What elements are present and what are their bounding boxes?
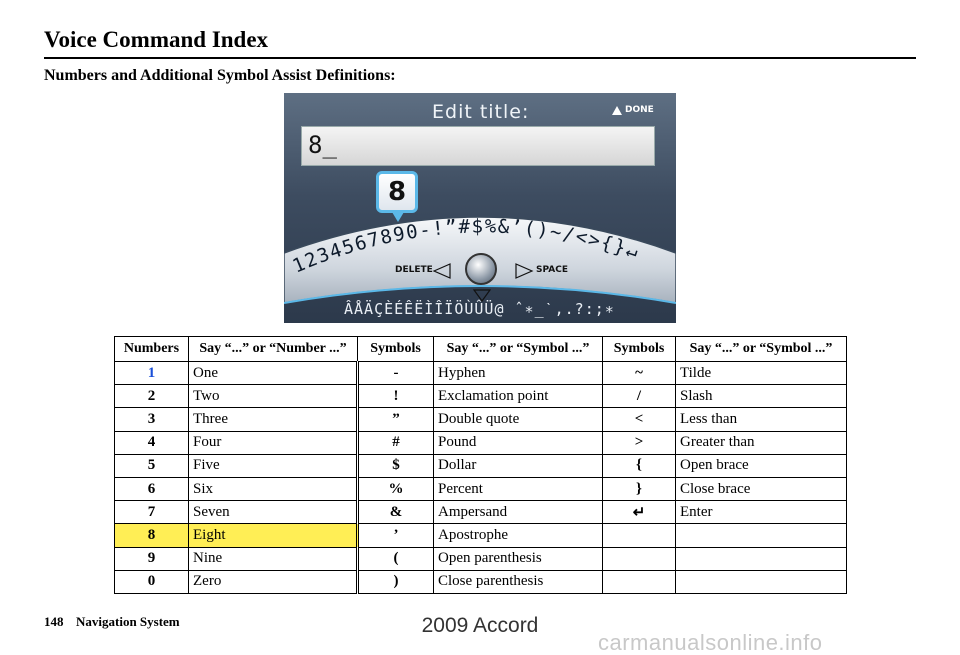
header-symbols-2: Symbols <box>603 337 676 362</box>
number-cell: 6 <box>115 477 189 500</box>
symbol-cell: ” <box>358 408 434 431</box>
table-row <box>115 524 847 547</box>
symbol-cell-2: ↵ <box>603 501 676 524</box>
symbol-spoken-cell-2: Greater than <box>676 431 847 454</box>
number-spoken-cell: Eight <box>189 524 358 547</box>
header-say-symbol-2: Say “...” or “Symbol ...” <box>676 337 847 362</box>
number-cell: 7 <box>115 501 189 524</box>
number-cell: 4 <box>115 431 189 454</box>
header-say-symbol: Say “...” or “Symbol ...” <box>434 337 603 362</box>
number-spoken-cell: Three <box>189 408 358 431</box>
page-title: Voice Command Index <box>44 27 269 52</box>
symbol-cell: & <box>358 501 434 524</box>
symbol-cell-2 <box>603 547 676 570</box>
symbol-spoken-cell: Open parenthesis <box>434 547 603 570</box>
title-divider <box>44 57 916 59</box>
number-cell: 2 <box>115 385 189 408</box>
symbol-spoken-cell-2 <box>676 570 847 593</box>
number-cell: 3 <box>115 408 189 431</box>
number-spoken-cell: Four <box>189 431 358 454</box>
delete-label[interactable]: DELETE <box>395 265 433 275</box>
symbol-cell: - <box>358 362 434 385</box>
symbol-spoken-cell-2: Enter <box>676 501 847 524</box>
dial-characters[interactable]: 1234567890-!”#$%&’()~/<>{}↵ <box>289 215 643 278</box>
symbol-cell: ) <box>358 570 434 593</box>
symbol-cell-2: > <box>603 431 676 454</box>
number-cell: 0 <box>115 570 189 593</box>
symbol-spoken-cell-2: Tilde <box>676 362 847 385</box>
table-row <box>115 362 847 385</box>
number-spoken-cell: One <box>189 362 358 385</box>
symbol-cell-2: ~ <box>603 362 676 385</box>
symbol-spoken-cell: Close parenthesis <box>434 570 603 593</box>
accent-character-row[interactable]: ÂÅÄÇÈÉÊËÌÎÏÖÙÛÜ@ ˆ∗_ˋ,.?:;∗ <box>344 300 615 318</box>
symbol-cell: ( <box>358 547 434 570</box>
symbol-definitions-table <box>114 336 847 594</box>
edit-title-screen <box>284 93 676 323</box>
table-row <box>115 570 847 593</box>
symbol-cell-2: } <box>603 477 676 500</box>
table-row <box>115 454 847 477</box>
tooltip-pointer <box>392 212 404 222</box>
number-spoken-cell: Two <box>189 385 358 408</box>
number-spoken-cell: Nine <box>189 547 358 570</box>
symbol-spoken-cell: Exclamation point <box>434 385 603 408</box>
section-heading: Numbers and Additional Symbol Assist Definitions: <box>44 67 396 84</box>
joystick-knob[interactable] <box>465 253 497 285</box>
space-label[interactable]: SPACE <box>536 265 568 275</box>
table-row <box>115 408 847 431</box>
number-cell: 9 <box>115 547 189 570</box>
page-number: 148 <box>44 614 64 629</box>
table-row <box>115 547 847 570</box>
number-cell: 5 <box>115 454 189 477</box>
symbol-spoken-cell: Apostrophe <box>434 524 603 547</box>
number-spoken-cell: Five <box>189 454 358 477</box>
symbol-spoken-cell-2: Slash <box>676 385 847 408</box>
table-header-row <box>115 337 847 362</box>
symbol-cell-2: < <box>603 408 676 431</box>
symbol-cell-2: / <box>603 385 676 408</box>
symbol-cell: # <box>358 431 434 454</box>
done-label: DONE <box>625 105 654 115</box>
number-cell: 8 <box>115 524 189 547</box>
page-section-name: Navigation System <box>76 614 180 629</box>
number-spoken-cell: Zero <box>189 570 358 593</box>
site-watermark: carmanualsonline.info <box>598 630 823 655</box>
symbol-spoken-cell: Percent <box>434 477 603 500</box>
symbol-spoken-cell: Ampersand <box>434 501 603 524</box>
number-cell: 1 <box>115 362 189 385</box>
number-spoken-cell: Seven <box>189 501 358 524</box>
symbol-spoken-cell-2 <box>676 524 847 547</box>
header-say-number: Say “...” or “Number ...” <box>189 337 358 362</box>
table-row <box>115 385 847 408</box>
symbol-spoken-cell: Hyphen <box>434 362 603 385</box>
number-spoken-cell: Six <box>189 477 358 500</box>
header-numbers: Numbers <box>115 337 189 362</box>
symbol-spoken-cell-2 <box>676 547 847 570</box>
table-row <box>115 477 847 500</box>
title-input-value: 8_ <box>308 131 337 159</box>
symbol-cell: % <box>358 477 434 500</box>
symbol-spoken-cell-2: Close brace <box>676 477 847 500</box>
model-watermark: 2009 Accord <box>421 614 539 637</box>
table-row <box>115 501 847 524</box>
header-symbols: Symbols <box>358 337 434 362</box>
symbol-spoken-cell: Dollar <box>434 454 603 477</box>
symbol-spoken-cell-2: Open brace <box>676 454 847 477</box>
selected-key-tooltip: 8 <box>376 171 418 213</box>
screen-title: Edit title: <box>432 101 530 123</box>
symbol-spoken-cell: Double quote <box>434 408 603 431</box>
character-dial <box>284 93 676 323</box>
symbol-cell: ! <box>358 385 434 408</box>
symbol-cell-2: { <box>603 454 676 477</box>
symbol-spoken-cell-2: Less than <box>676 408 847 431</box>
symbol-cell: ’ <box>358 524 434 547</box>
symbol-cell-2 <box>603 524 676 547</box>
symbol-cell-2 <box>603 570 676 593</box>
symbol-cell: $ <box>358 454 434 477</box>
symbol-spoken-cell: Pound <box>434 431 603 454</box>
table-row <box>115 431 847 454</box>
